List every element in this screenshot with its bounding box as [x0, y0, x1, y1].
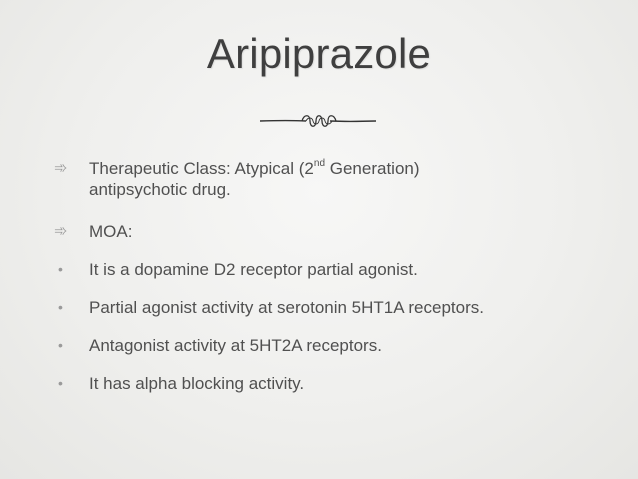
- bullet-text: Therapeutic Class: Atypical (2nd Generation): [89, 158, 420, 178]
- bullet-therapeutic-class: [56, 158, 616, 200]
- dot-bullet-icon: •: [58, 375, 63, 391]
- arrow-bullet-icon: ➾: [54, 160, 68, 177]
- bullet-moa: [56, 221, 616, 242]
- flourish-divider-icon: [258, 112, 378, 130]
- bullet-dopamine: [56, 259, 616, 280]
- dot-bullet-icon: •: [58, 299, 63, 315]
- bullet-continuation: antipsychotic drug.: [89, 180, 231, 199]
- bullet-list: [56, 158, 616, 394]
- slide-title: Aripiprazole: [206, 30, 432, 77]
- bullet-text: MOA:: [89, 222, 133, 241]
- bullet-antagonist-5ht2a: [56, 335, 616, 356]
- bullet-text: It has alpha blocking activity.: [89, 374, 305, 393]
- bullet-text: Partial agonist activity at serotonin 5HT1A receptors.: [89, 298, 484, 317]
- bullet-alpha-blocking: [56, 373, 616, 394]
- dot-bullet-icon: •: [58, 261, 63, 277]
- arrow-bullet-icon: ➾: [54, 223, 68, 240]
- dot-bullet-icon: •: [58, 337, 63, 353]
- bullet-text: It is a dopamine D2 receptor partial agonist.: [89, 260, 418, 279]
- bullet-serotonin-5ht1a: [56, 297, 616, 318]
- bullet-text: Antagonist activity at 5HT2A receptors.: [89, 336, 382, 355]
